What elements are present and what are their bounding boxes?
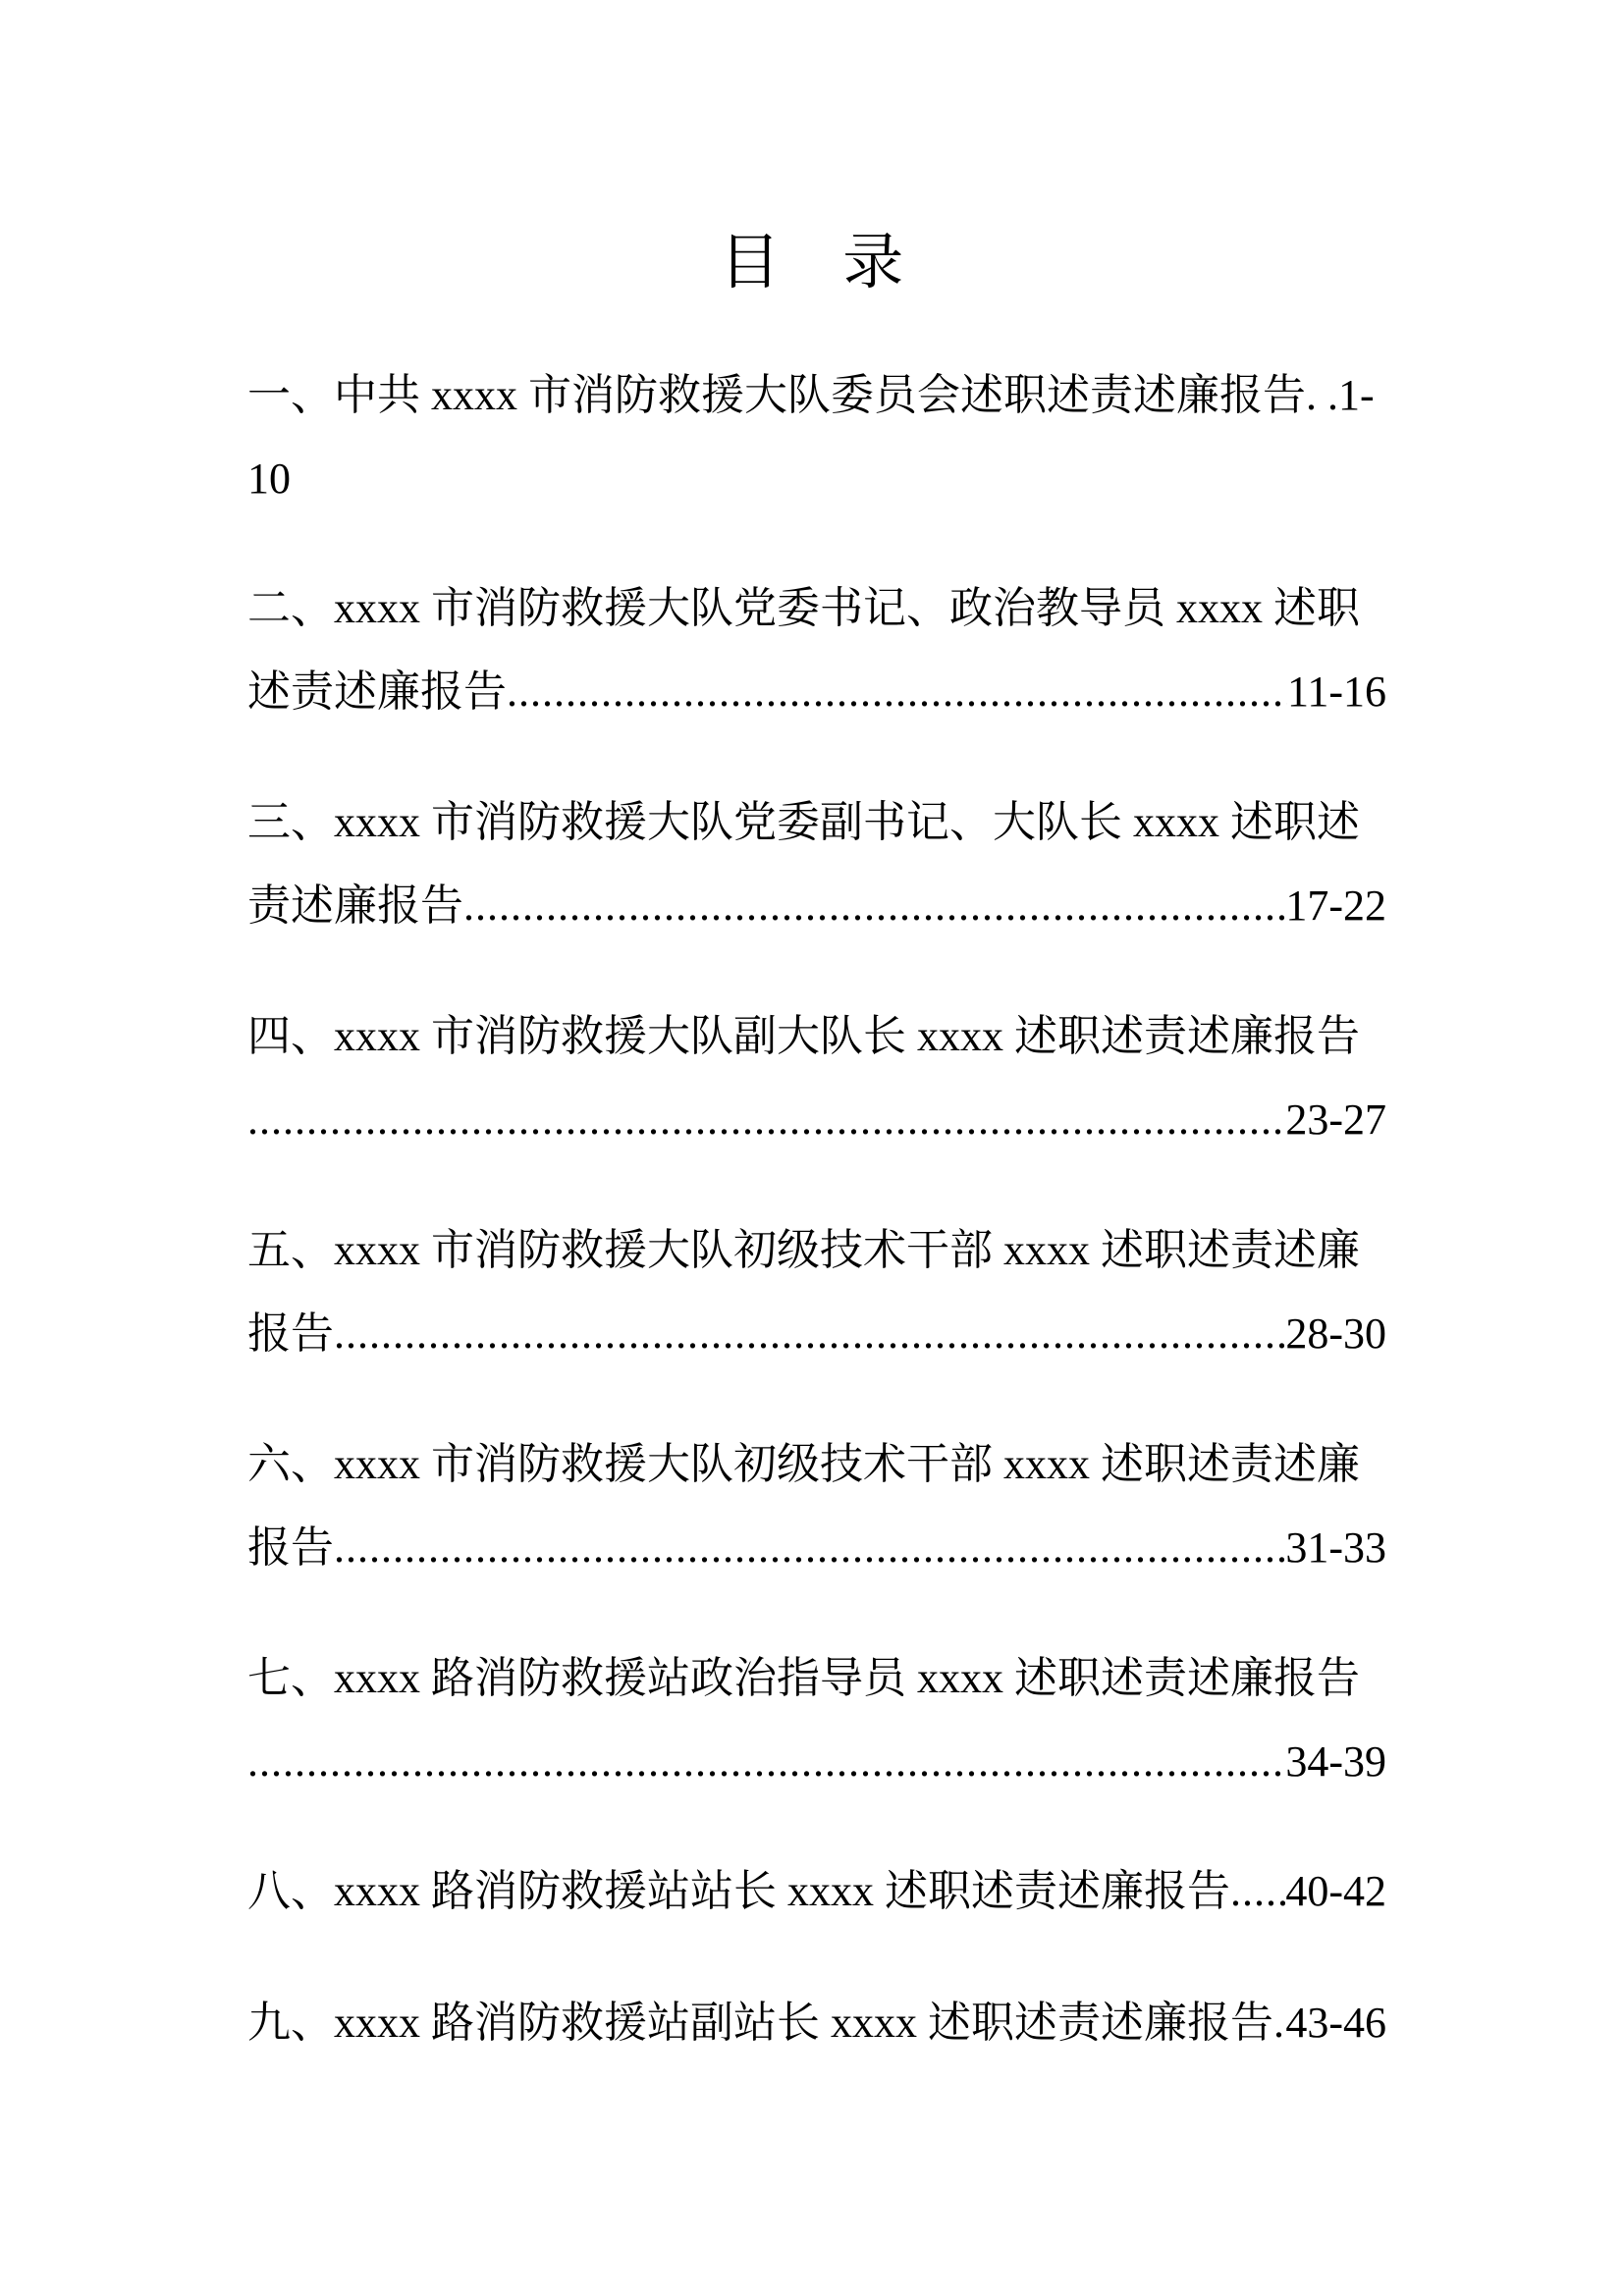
toc-entry-1-line-1[interactable]: 一、中共 xxxx 市消防救援大队委员会述职述责述廉报告. .1- [247, 371, 1375, 419]
toc-entry-7-line-1[interactable]: 七、xxxx 路消防救援站政治指导员 xxxx 述职述责述廉报告 [247, 1654, 1360, 1702]
toc-entry-4-line-2[interactable] [247, 1091, 1386, 1149]
toc-entry-2-line-2[interactable] [247, 663, 1386, 721]
toc-entry-9-pages: 43-46 [1285, 1999, 1386, 2047]
toc-entry-8[interactable] [247, 1862, 1386, 1921]
toc-entry-5-line-2[interactable] [247, 1305, 1386, 1363]
toc-entry-7-pages: 34-39 [1285, 1737, 1386, 1786]
dot-leader [334, 1305, 1285, 1363]
page-title: 目 录 [719, 230, 928, 296]
toc-entry-7-line-2[interactable] [247, 1733, 1386, 1791]
toc-entry-1-line-2[interactable]: 10 [247, 454, 291, 503]
toc-entry-2-title-end: 述责述廉报告 [247, 667, 507, 716]
dot-leader [463, 877, 1285, 935]
dot-leader [1230, 1862, 1285, 1921]
toc-entry-2-line-1[interactable]: 二、xxxx 市消防救援大队党委书记、政治教导员 xxxx 述职 [247, 584, 1360, 632]
toc-entry-8-pages: 40-42 [1285, 1867, 1386, 1915]
toc-entry-6-line-1[interactable]: 六、xxxx 市消防救援大队初级技术干部 xxxx 述职述责述廉 [247, 1440, 1360, 1488]
toc-entry-5-pages: 28-30 [1285, 1309, 1386, 1358]
dot-leader [507, 663, 1287, 721]
toc-entry-9[interactable] [247, 1994, 1386, 2053]
toc-entry-3-title-end: 责述廉报告 [247, 881, 463, 930]
dot-leader [1273, 1994, 1285, 2053]
toc-entry-9-title: 九、xxxx 路消防救援站副站长 xxxx 述职述责述廉报告 [247, 1999, 1273, 2047]
dot-leader [247, 1733, 1285, 1791]
toc-entry-5-line-1[interactable]: 五、xxxx 市消防救援大队初级技术干部 xxxx 述职述责述廉 [247, 1226, 1360, 1274]
toc-entry-8-title: 八、xxxx 路消防救援站站长 xxxx 述职述责述廉报告 [247, 1867, 1230, 1915]
toc-entry-5-title-end: 报告 [247, 1309, 334, 1358]
toc-entry-4-pages: 23-27 [1285, 1095, 1386, 1144]
toc-entry-6-line-2[interactable] [247, 1519, 1386, 1577]
toc-entry-3-line-2[interactable] [247, 877, 1386, 935]
toc-entry-2-pages: 11-16 [1286, 667, 1386, 716]
toc-entry-3-pages: 17-22 [1285, 881, 1386, 930]
toc-entry-4-line-1[interactable]: 四、xxxx 市消防救援大队副大队长 xxxx 述职述责述廉报告 [247, 1012, 1360, 1060]
dot-leader [334, 1519, 1285, 1577]
toc-entry-3-line-1[interactable]: 三、xxxx 市消防救援大队党委副书记、大队长 xxxx 述职述 [247, 798, 1360, 846]
toc-entry-6-pages: 31-33 [1285, 1523, 1386, 1572]
toc-entry-6-title-end: 报告 [247, 1523, 334, 1572]
dot-leader [247, 1091, 1285, 1149]
